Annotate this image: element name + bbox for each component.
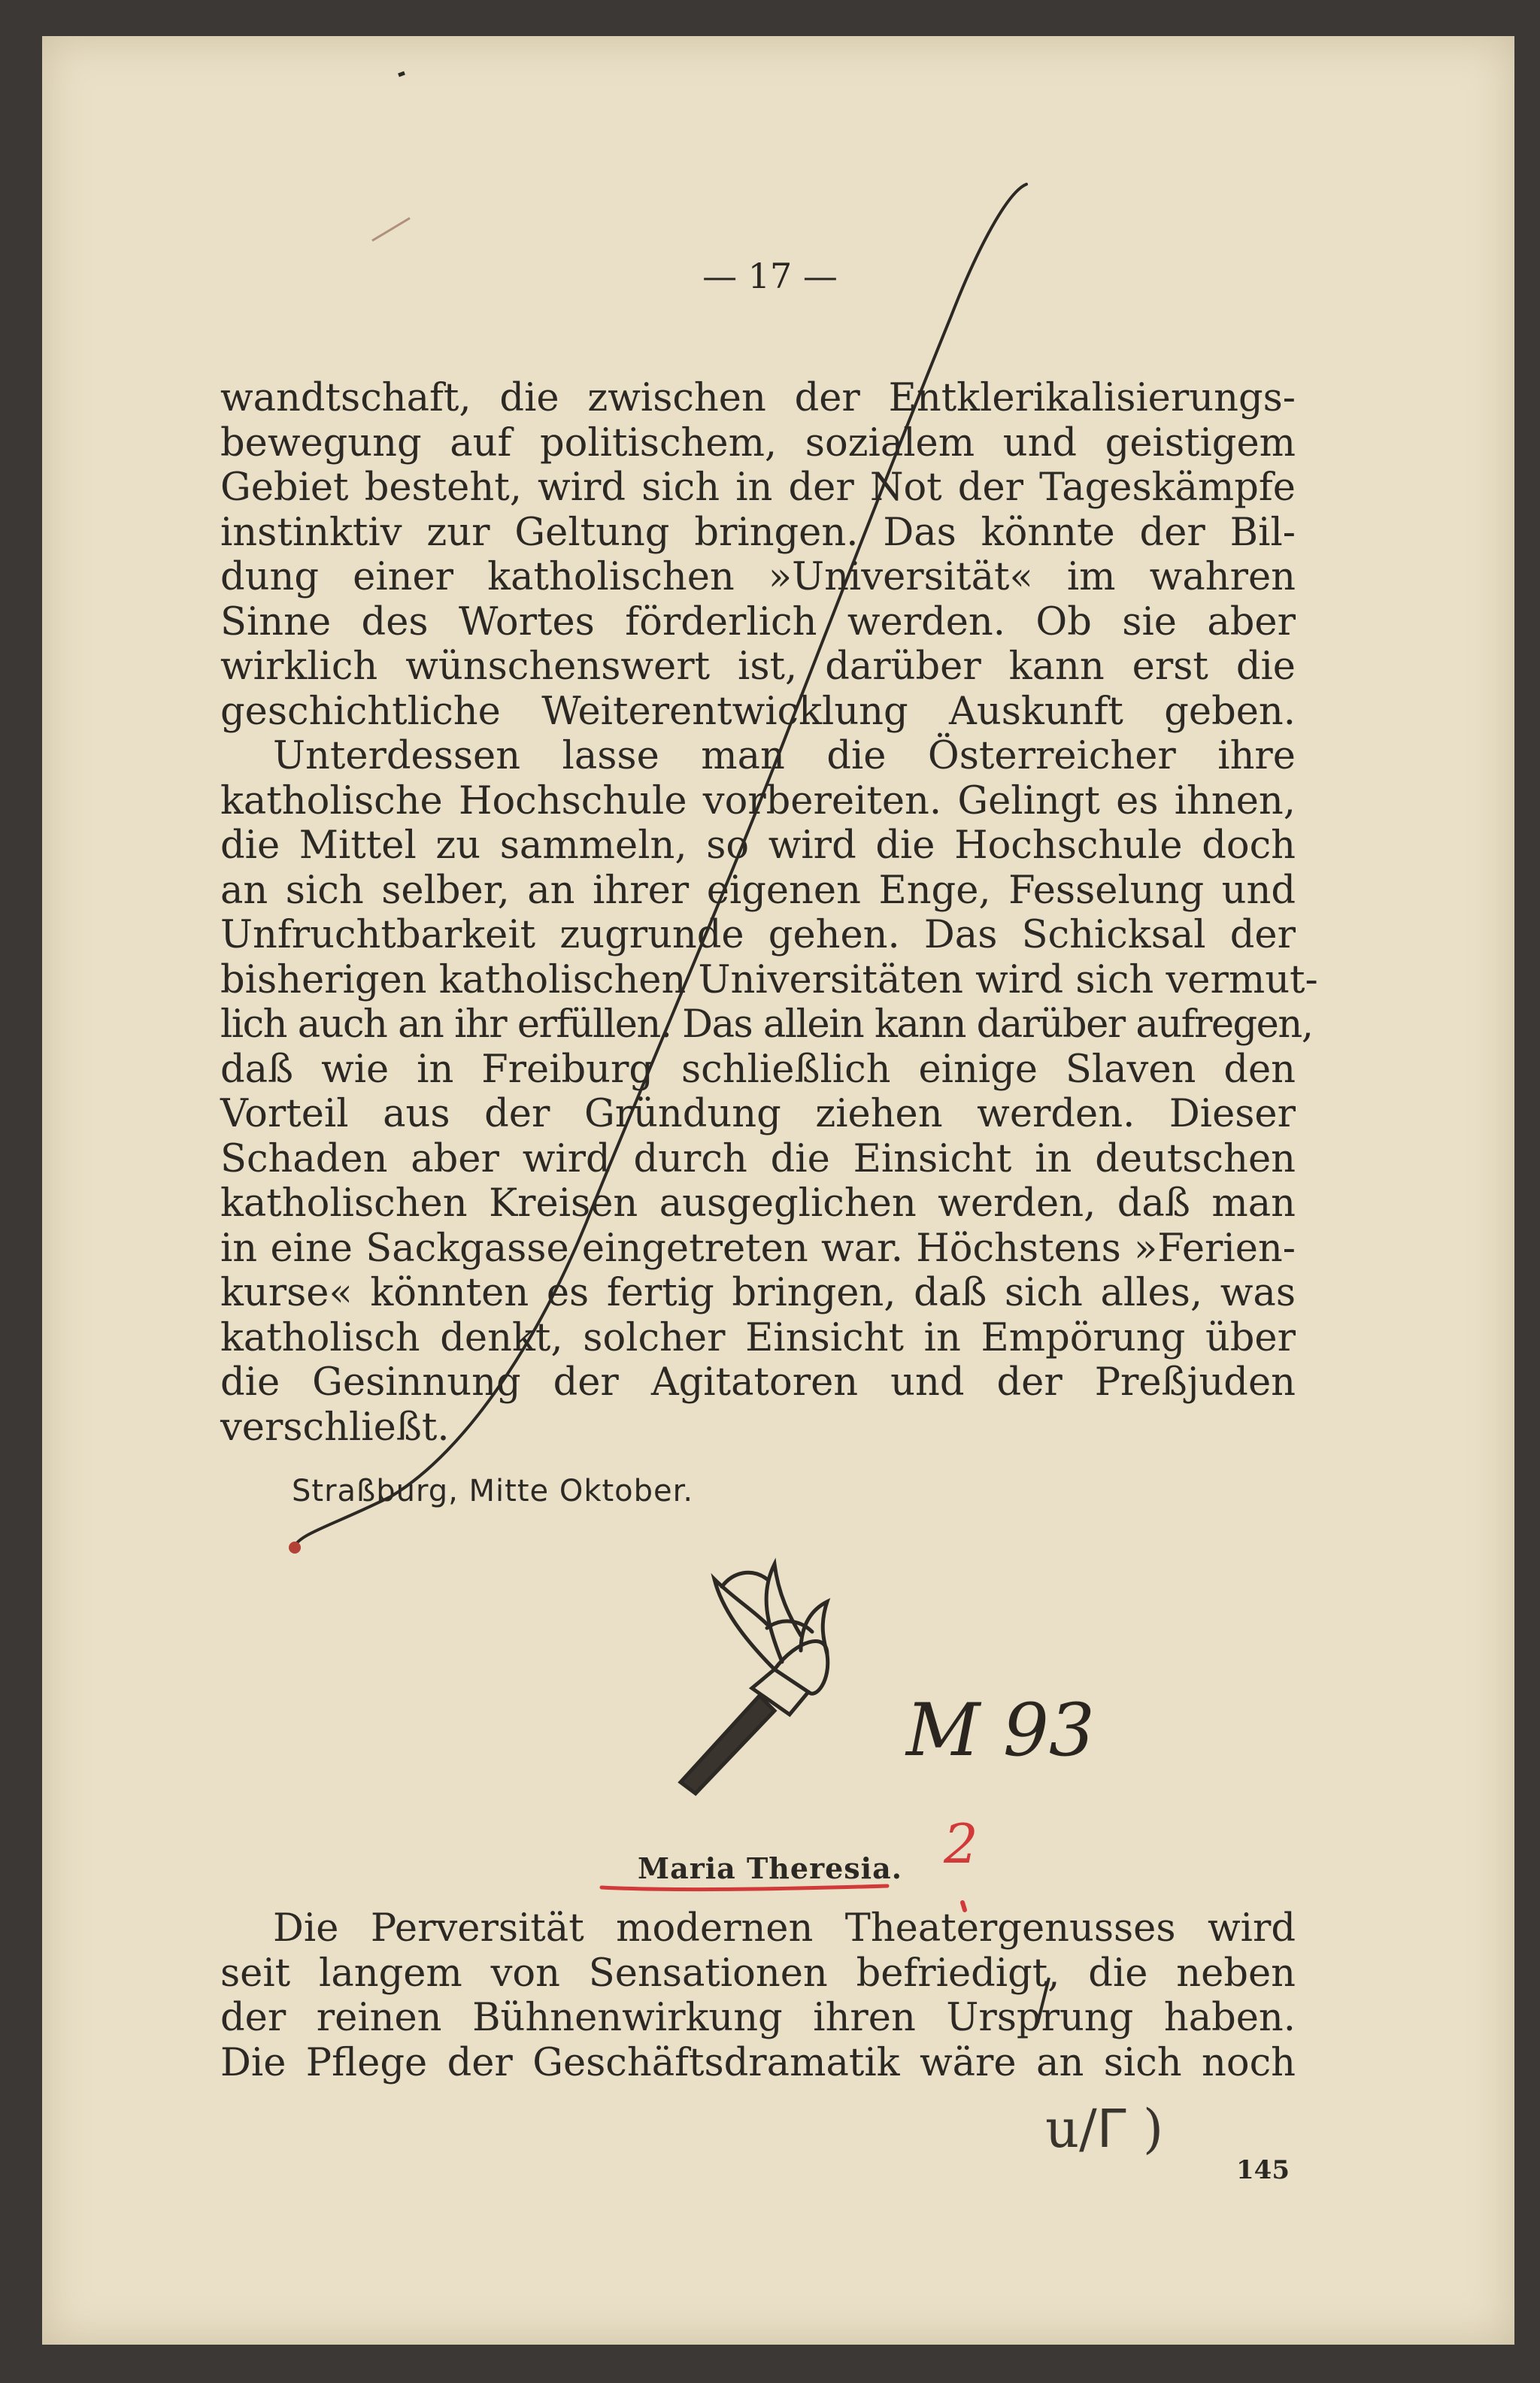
text-line: Gebiet besteht, wird sich in der Not der Tageskämpfe xyxy=(220,465,1296,510)
text-line: katholisch denkt, solcher Einsicht in Empörung über xyxy=(220,1315,1296,1360)
text-line: Unfruchtbarkeit zugrunde gehen. Das Schicksal der xyxy=(220,913,1296,957)
signature-line: Straßburg, Mitte Oktober. xyxy=(292,1474,694,1508)
text-line: wirklich wünschenswert ist, darüber kann erst die xyxy=(220,644,1296,689)
text-line: Die Perversität modernen Theatergenusses wird xyxy=(273,1906,1296,1951)
text-line: die Gesinnung der Agitatoren und der Preßjuden xyxy=(220,1360,1296,1405)
text-line: dung einer katholischen »Universität« im wahren xyxy=(220,555,1296,599)
text-line: Sinne des Wortes förderlich werden. Ob sie aber xyxy=(220,599,1296,644)
red-mark: 2 xyxy=(944,1812,978,1875)
pencil-scribble: ս/ᒥ ) xyxy=(1045,2098,1164,2160)
text-line: geschichtliche Weiterentwicklung Auskunft geben. xyxy=(220,689,1296,734)
text-line: seit langem von Sensationen befriedigt, die neben xyxy=(220,1951,1296,1996)
section-title: Maria Theresia. xyxy=(638,1851,902,1885)
text-line: bewegung auf politischem, sozialem und geistigem xyxy=(220,420,1296,465)
text-line: der reinen Bühnenwirkung ihren Ursprung haben. xyxy=(220,1996,1296,2040)
page-number-bottom: 145 xyxy=(1236,2155,1290,2185)
text-line: Schaden aber wird durch die Einsicht in deutschen xyxy=(220,1136,1296,1181)
text-line: Vorteil aus der Gründung ziehen werden. Dieser xyxy=(220,1092,1296,1136)
text-line: Unterdessen lasse man die Österreicher ihre xyxy=(273,734,1296,778)
text-line: Die Pflege der Geschäftsdramatik wäre an sich noch xyxy=(220,2040,1296,2085)
text-line: katholischen Kreisen ausgeglichen werden, daß man xyxy=(220,1181,1296,1226)
text-line: verschließt. xyxy=(220,1405,450,1450)
text-line: instinktiv zur Geltung bringen. Das könnte der Bil- xyxy=(220,510,1296,555)
text-line: bisherigen katholischen Universitäten wird sich vermut- xyxy=(220,957,1318,1002)
handwritten-note: M 93 xyxy=(906,1688,1095,1772)
text-line: daß wie in Freiburg schließlich einige Slaven den xyxy=(220,1047,1296,1092)
text-line: lich auch an ihr erfüllen. Das allein kann darüber aufregen, xyxy=(220,1002,1313,1047)
text-line: katholische Hochschule vorbereiten. Gelingt es ihnen, xyxy=(220,778,1296,823)
text-line: kurse« könnten es fertig bringen, daß sich alles, was xyxy=(220,1271,1296,1315)
text-line: die Mittel zu sammeln, so wird die Hochschule doch xyxy=(220,823,1296,868)
page-number-top: — 17 — xyxy=(702,256,838,296)
text-line: wandtschaft, die zwischen der Entklerikalisierungs- xyxy=(220,376,1296,420)
text-line: in eine Sackgasse eingetreten war. Höchstens »Ferien- xyxy=(220,1226,1296,1271)
text-line: an sich selber, an ihrer eigenen Enge, Fesselung und xyxy=(220,868,1296,913)
